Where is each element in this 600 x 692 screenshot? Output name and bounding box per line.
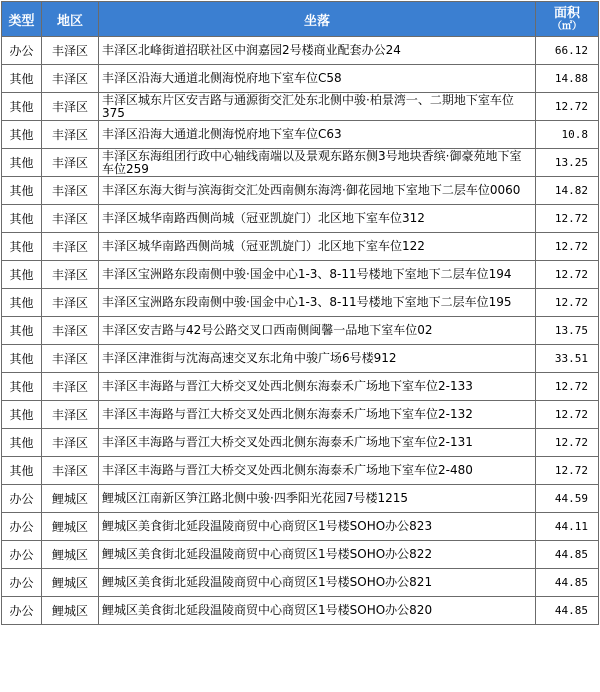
cell-district: 丰泽区 xyxy=(42,121,99,149)
cell-district: 丰泽区 xyxy=(42,37,99,65)
cell-area: 12.72 xyxy=(536,401,599,429)
cell-area: 12.72 xyxy=(536,93,599,121)
cell-district: 丰泽区 xyxy=(42,177,99,205)
cell-location: 丰泽区丰海路与晋江大桥交叉处西北侧东海泰禾广场地下室车位2-132 xyxy=(99,401,536,429)
cell-location: 丰泽区城东片区安吉路与通源街交汇处东北侧中骏·柏景湾一、二期地下室车位375 xyxy=(99,93,536,121)
cell-area: 12.72 xyxy=(536,205,599,233)
cell-area: 12.72 xyxy=(536,373,599,401)
cell-location: 丰泽区城华南路西侧尚城（冠亚凯旋门）北区地下室车位122 xyxy=(99,233,536,261)
cell-location: 丰泽区丰海路与晋江大桥交叉处西北侧东海泰禾广场地下室车位2-133 xyxy=(99,373,536,401)
header-type: 类型 xyxy=(2,2,42,37)
cell-location: 丰泽区东海大街与滨海街交汇处西南侧东海湾·御花园地下室地下二层车位0060 xyxy=(99,177,536,205)
cell-district: 鲤城区 xyxy=(42,541,99,569)
cell-district: 丰泽区 xyxy=(42,233,99,261)
cell-type: 其他 xyxy=(2,233,42,261)
cell-location: 丰泽区津淮街与沈海高速交叉东北角中骏广场6号楼912 xyxy=(99,345,536,373)
cell-location: 鲤城区美食街北延段温陵商贸中心商贸区1号楼SOHO办公820 xyxy=(99,597,536,625)
cell-type: 其他 xyxy=(2,345,42,373)
table-row xyxy=(2,541,599,569)
cell-location: 鲤城区江南新区笋江路北侧中骏·四季阳光花园7号楼1215 xyxy=(99,485,536,513)
table-row xyxy=(2,233,599,261)
cell-location: 丰泽区宝洲路东段南侧中骏·国金中心1-3、8-11号楼地下室地下二层车位195 xyxy=(99,289,536,317)
table-row xyxy=(2,401,599,429)
cell-area: 12.72 xyxy=(536,233,599,261)
table-row xyxy=(2,65,599,93)
cell-district: 丰泽区 xyxy=(42,93,99,121)
cell-area: 12.72 xyxy=(536,457,599,485)
cell-type: 办公 xyxy=(2,37,42,65)
table-row xyxy=(2,485,599,513)
cell-area: 10.8 xyxy=(536,121,599,149)
cell-type: 办公 xyxy=(2,597,42,625)
cell-type: 其他 xyxy=(2,429,42,457)
cell-area: 13.75 xyxy=(536,317,599,345)
cell-district: 鲤城区 xyxy=(42,597,99,625)
cell-location: 丰泽区宝洲路东段南侧中骏·国金中心1-3、8-11号楼地下室地下二层车位194 xyxy=(99,261,536,289)
cell-type: 其他 xyxy=(2,317,42,345)
table-row xyxy=(2,93,599,121)
header-row xyxy=(2,2,599,37)
cell-area: 44.11 xyxy=(536,513,599,541)
table-row xyxy=(2,345,599,373)
cell-type: 其他 xyxy=(2,401,42,429)
cell-area: 14.88 xyxy=(536,65,599,93)
cell-district: 丰泽区 xyxy=(42,65,99,93)
cell-location: 丰泽区北峰街道招联社区中润嘉园2号楼商业配套办公24 xyxy=(99,37,536,65)
header-area xyxy=(536,2,599,37)
cell-type: 其他 xyxy=(2,93,42,121)
cell-area: 44.85 xyxy=(536,597,599,625)
cell-district: 丰泽区 xyxy=(42,429,99,457)
table-row xyxy=(2,261,599,289)
cell-area: 12.72 xyxy=(536,289,599,317)
header-area-label: 面积 xyxy=(553,6,580,21)
cell-type: 办公 xyxy=(2,569,42,597)
table-row xyxy=(2,597,599,625)
table-row xyxy=(2,289,599,317)
cell-location: 丰泽区东海组团行政中心轴线南端以及景观东路东侧3号地块香缤·御豪苑地下室车位259 xyxy=(99,149,536,177)
table-row xyxy=(2,149,599,177)
table-row xyxy=(2,373,599,401)
cell-type: 其他 xyxy=(2,373,42,401)
header-area-unit: （㎡） xyxy=(552,21,582,32)
table-row xyxy=(2,317,599,345)
cell-type: 其他 xyxy=(2,65,42,93)
cell-location: 丰泽区沿海大通道北侧海悦府地下室车位C58 xyxy=(99,65,536,93)
cell-area: 13.25 xyxy=(536,149,599,177)
cell-type: 办公 xyxy=(2,485,42,513)
cell-district: 丰泽区 xyxy=(42,345,99,373)
cell-location: 鲤城区美食街北延段温陵商贸中心商贸区1号楼SOHO办公823 xyxy=(99,513,536,541)
property-table xyxy=(1,1,599,625)
header-district: 地区 xyxy=(42,2,99,37)
cell-type: 其他 xyxy=(2,457,42,485)
cell-location: 丰泽区丰海路与晋江大桥交叉处西北侧东海泰禾广场地下室车位2-131 xyxy=(99,429,536,457)
cell-area: 44.85 xyxy=(536,541,599,569)
cell-district: 丰泽区 xyxy=(42,205,99,233)
cell-area: 44.85 xyxy=(536,569,599,597)
cell-type: 办公 xyxy=(2,541,42,569)
cell-location: 丰泽区城华南路西侧尚城（冠亚凯旋门）北区地下室车位312 xyxy=(99,205,536,233)
cell-area: 14.82 xyxy=(536,177,599,205)
cell-location: 丰泽区安吉路与42号公路交叉口西南侧闽馨一品地下室车位02 xyxy=(99,317,536,345)
cell-district: 丰泽区 xyxy=(42,317,99,345)
cell-district: 丰泽区 xyxy=(42,457,99,485)
cell-district: 丰泽区 xyxy=(42,289,99,317)
table-row xyxy=(2,177,599,205)
table-row xyxy=(2,121,599,149)
cell-type: 其他 xyxy=(2,289,42,317)
table-row xyxy=(2,429,599,457)
cell-district: 丰泽区 xyxy=(42,401,99,429)
cell-location: 鲤城区美食街北延段温陵商贸中心商贸区1号楼SOHO办公822 xyxy=(99,541,536,569)
table-row xyxy=(2,205,599,233)
cell-district: 丰泽区 xyxy=(42,261,99,289)
cell-district: 鲤城区 xyxy=(42,513,99,541)
cell-location: 丰泽区沿海大通道北侧海悦府地下室车位C63 xyxy=(99,121,536,149)
table-row xyxy=(2,569,599,597)
cell-district: 鲤城区 xyxy=(42,485,99,513)
cell-area: 12.72 xyxy=(536,261,599,289)
cell-location: 鲤城区美食街北延段温陵商贸中心商贸区1号楼SOHO办公821 xyxy=(99,569,536,597)
cell-district: 丰泽区 xyxy=(42,373,99,401)
cell-type: 其他 xyxy=(2,177,42,205)
cell-type: 其他 xyxy=(2,261,42,289)
table-row xyxy=(2,513,599,541)
cell-type: 其他 xyxy=(2,205,42,233)
table-row xyxy=(2,37,599,65)
cell-district: 鲤城区 xyxy=(42,569,99,597)
cell-location: 丰泽区丰海路与晋江大桥交叉处西北侧东海泰禾广场地下室车位2-480 xyxy=(99,457,536,485)
cell-type: 其他 xyxy=(2,149,42,177)
table-row xyxy=(2,457,599,485)
header-location: 坐落 xyxy=(99,2,536,37)
cell-area: 12.72 xyxy=(536,429,599,457)
cell-district: 丰泽区 xyxy=(42,149,99,177)
cell-area: 33.51 xyxy=(536,345,599,373)
cell-area: 44.59 xyxy=(536,485,599,513)
cell-type: 办公 xyxy=(2,513,42,541)
cell-type: 其他 xyxy=(2,121,42,149)
cell-area: 66.12 xyxy=(536,37,599,65)
